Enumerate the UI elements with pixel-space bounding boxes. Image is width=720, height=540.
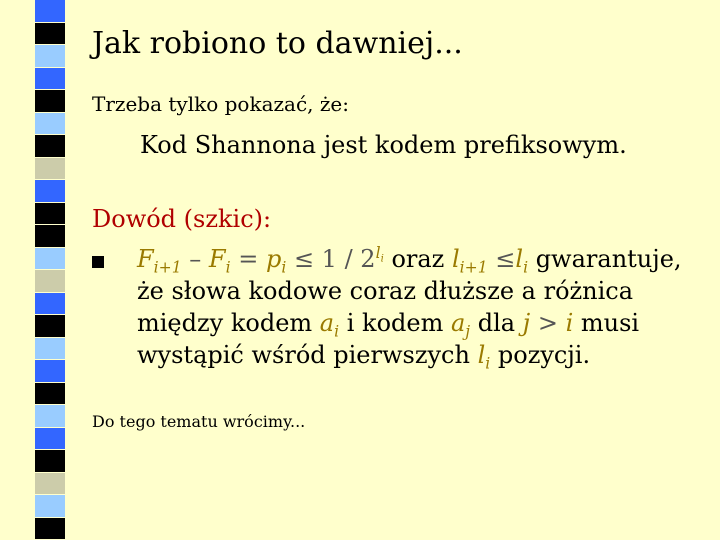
proof-line-3: między kodem $a_i$ i kodem $a_j$ dla j > i musi bbox=[137, 309, 640, 341]
stripe-block bbox=[35, 495, 65, 518]
stripe-block bbox=[35, 338, 65, 361]
stripe-block bbox=[35, 203, 65, 226]
stripe-block bbox=[35, 518, 65, 540]
stripe-block bbox=[35, 90, 65, 113]
stripe-block bbox=[35, 450, 65, 473]
proof-line-4: wystąpić wśród pierwszych $l_i$ pozycji. bbox=[137, 341, 591, 373]
stripe-block bbox=[35, 180, 65, 203]
stripe-block bbox=[35, 248, 65, 271]
stripe-block bbox=[35, 23, 65, 46]
stripe-block bbox=[35, 135, 65, 158]
footer-text: Do tego tematu wrócimy... bbox=[92, 412, 306, 431]
proof-body bbox=[137, 243, 712, 371]
stripe-block bbox=[35, 68, 65, 91]
decorative-stripe bbox=[35, 0, 65, 540]
stripe-block bbox=[35, 473, 65, 496]
stripe-block bbox=[35, 0, 65, 23]
stripe-block bbox=[35, 315, 65, 338]
stripe-block bbox=[35, 405, 65, 428]
stripe-block bbox=[35, 113, 65, 136]
stripe-block bbox=[35, 225, 65, 248]
proof-heading: Dowód (szkic): bbox=[92, 205, 272, 233]
stripe-block bbox=[35, 270, 65, 293]
intro-text: Trzeba tylko pokazać, że: bbox=[92, 92, 349, 116]
stripe-block bbox=[35, 360, 65, 383]
stripe-block bbox=[35, 45, 65, 68]
proof-line-1: $F_{i+1} - F_i = p_i \le 1 / 2^{l_i}$ oraz $l_{i+1} \le l_i$ gwarantuje, bbox=[137, 243, 682, 277]
statement-text: Kod Shannona jest kodem prefiksowym. bbox=[140, 131, 627, 159]
stripe-block bbox=[35, 293, 65, 316]
proof-line-2: że słowa kodowe coraz dłuższe a różnica bbox=[137, 277, 634, 305]
stripe-block bbox=[35, 428, 65, 451]
slide-title: Jak robiono to dawniej... bbox=[92, 26, 463, 61]
stripe-block bbox=[35, 158, 65, 181]
stripe-block bbox=[35, 383, 65, 406]
bullet-square-icon bbox=[92, 256, 104, 268]
